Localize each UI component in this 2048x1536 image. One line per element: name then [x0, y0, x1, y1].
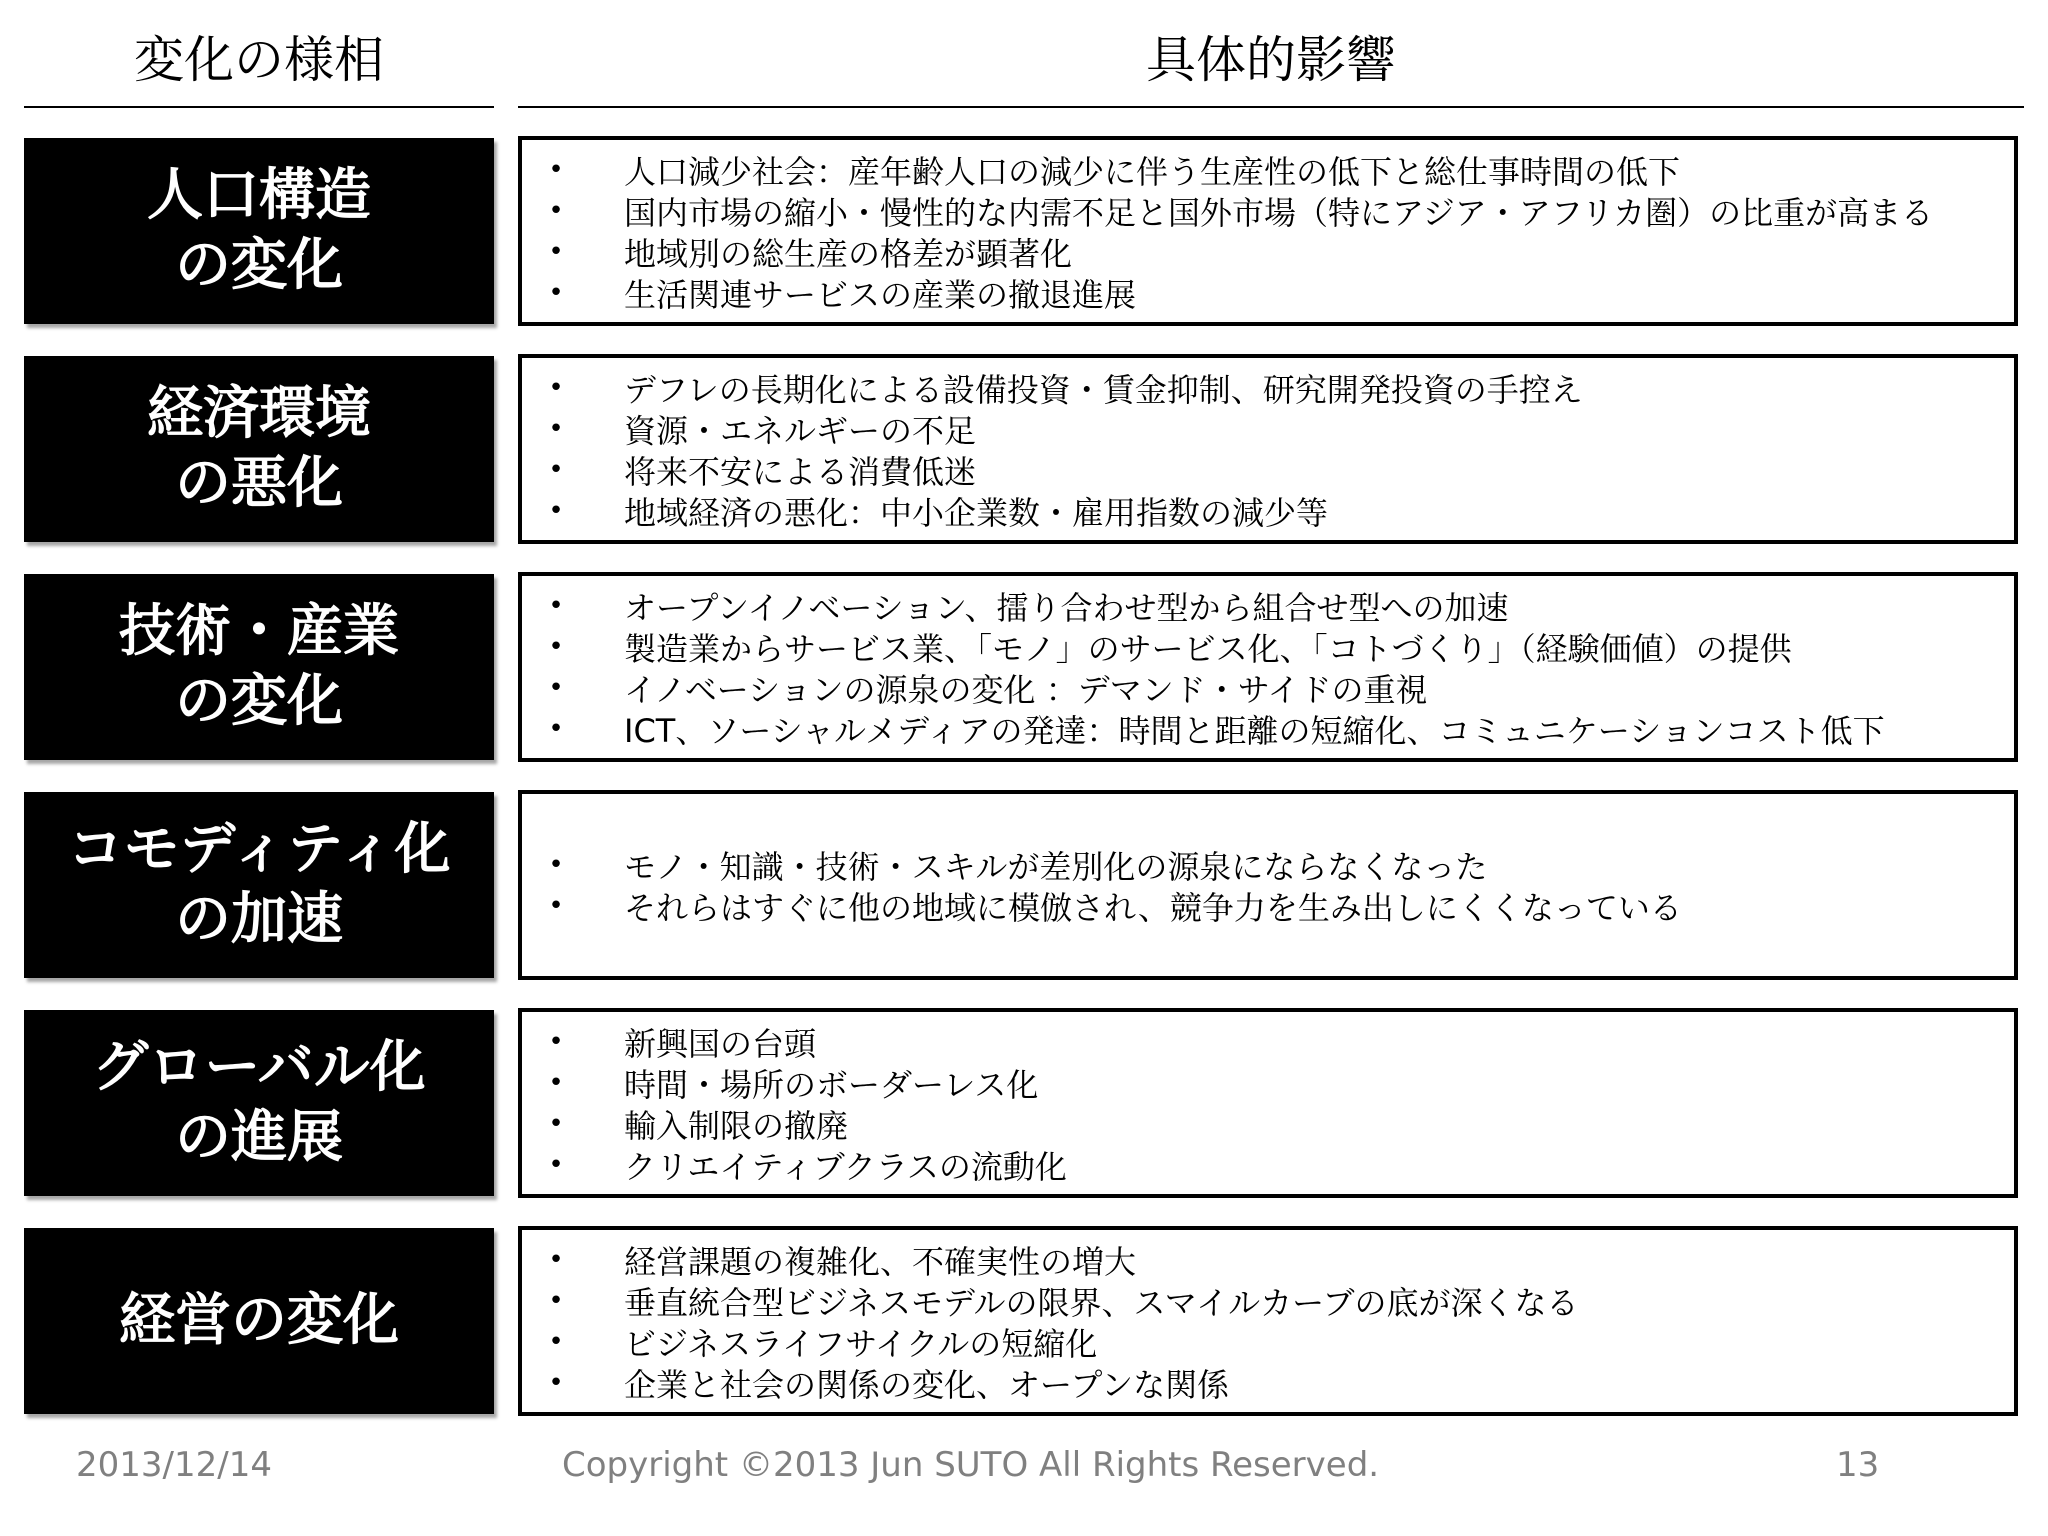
impact-bullet-item — [522, 708, 2014, 749]
category-label-line: の変化 — [175, 669, 343, 734]
header-divider-left — [24, 106, 494, 108]
bullet-icon: • — [548, 713, 564, 744]
impact-bullet-item — [522, 1362, 2014, 1403]
impact-text: 資源・エネルギーの不足 — [624, 411, 977, 450]
bullet-icon: • — [548, 277, 564, 308]
impact-text: 垂直統合型ビジネスモデルの限界、スマイルカーブの底が深くなる — [624, 1283, 1579, 1322]
bullet-icon: • — [548, 154, 564, 185]
impact-list-box — [518, 1226, 2018, 1416]
impact-bullet-item — [522, 585, 2014, 626]
bullet-icon: • — [548, 195, 564, 226]
category-label-line: の悪化 — [175, 451, 343, 516]
change-category-label — [24, 356, 494, 542]
bullet-icon: • — [548, 413, 564, 444]
impact-bullet-item — [522, 1239, 2014, 1280]
category-label-line: 技術・産業 — [119, 599, 399, 664]
bullet-icon: • — [548, 495, 564, 526]
impact-text: 人口減少社会：産年齢人口の減少に伴う生産性の低下と総仕事時間の低下 — [624, 152, 1681, 191]
bullet-icon: • — [548, 890, 564, 921]
impact-text: 地域経済の悪化：中小企業数・雇用指数の減少等 — [624, 493, 1329, 532]
category-label-line: の加速 — [175, 887, 343, 952]
impact-text: 企業と社会の関係の変化、オープンな関係 — [624, 1365, 1230, 1404]
impact-list-box — [518, 572, 2018, 762]
impact-bullet-item — [522, 449, 2014, 490]
impact-text: ビジネスライフサイクルの短縮化 — [624, 1324, 1098, 1363]
change-category-label — [24, 138, 494, 324]
bullet-icon: • — [548, 1285, 564, 1316]
impact-text: 地域別の総生産の格差が顕著化 — [624, 234, 1073, 273]
impact-bullet-item — [522, 490, 2014, 531]
bullet-icon: • — [548, 236, 564, 267]
impact-bullet-item — [522, 1280, 2014, 1321]
category-label-line: 人口構造 — [147, 163, 371, 228]
category-label-line: 経済環境 — [147, 381, 371, 446]
impact-text: オープンイノベーション、擂り合わせ型から組合せ型への加速 — [624, 588, 1509, 627]
bullet-icon: • — [548, 1367, 564, 1398]
bullet-icon: • — [548, 1067, 564, 1098]
impact-bullet-item — [522, 367, 2014, 408]
bullet-icon: • — [548, 1149, 564, 1180]
bullet-icon: • — [548, 1108, 564, 1139]
impact-list-box — [518, 136, 2018, 326]
bullet-icon: • — [548, 590, 564, 621]
bullet-icon: • — [548, 372, 564, 403]
impact-list-box — [518, 790, 2018, 980]
impact-text: 経営課題の複雑化、不確実性の増大 — [624, 1242, 1137, 1281]
impact-bullet-item — [522, 272, 2014, 313]
impact-bullet-item — [522, 885, 2014, 926]
bullet-icon: • — [548, 672, 564, 703]
bullet-icon: • — [548, 454, 564, 485]
bullet-icon: • — [548, 1326, 564, 1357]
impact-bullet-item — [522, 1062, 2014, 1103]
page-number: 13 — [1836, 1445, 1880, 1485]
impact-bullet-item — [522, 1103, 2014, 1144]
impact-text: ICT、ソーシャルメディアの発達：時間と距離の短縮化、コミュニケーションコスト低下 — [624, 711, 1885, 750]
column-header-changes: 変化の様相 — [134, 31, 384, 89]
impact-bullet-item — [522, 149, 2014, 190]
bullet-icon: • — [548, 631, 564, 662]
footer-date: 2013/12/14 — [76, 1445, 272, 1485]
impact-text: 国内市場の縮小・慢性的な内需不足と国外市場（特にアジア・アフリカ圏）の比重が高まる — [624, 193, 1934, 232]
impact-bullet-item — [522, 626, 2014, 667]
impact-bullet-item — [522, 667, 2014, 708]
impact-list-box — [518, 1008, 2018, 1198]
category-label-line: の進展 — [175, 1105, 343, 1170]
impact-text: 新興国の台頭 — [624, 1024, 817, 1063]
impact-text: 将来不安による消費低迷 — [624, 452, 977, 491]
impact-bullet-item — [522, 190, 2014, 231]
impact-text: 時間・場所のボーダーレス化 — [624, 1065, 1039, 1104]
change-category-label — [24, 1010, 494, 1196]
category-label-line: コモディティ化 — [67, 817, 451, 882]
category-label-line: 経営の変化 — [119, 1288, 399, 1353]
impact-bullet-item — [522, 1144, 2014, 1185]
impact-list-box — [518, 354, 2018, 544]
change-category-label — [24, 574, 494, 760]
column-header-impacts: 具体的影響 — [1146, 31, 1396, 89]
impact-bullet-item — [522, 231, 2014, 272]
impact-bullet-item — [522, 1021, 2014, 1062]
impact-text: デフレの長期化による設備投資・賃金抑制、研究開発投資の手控え — [624, 370, 1583, 409]
category-label-line: の変化 — [175, 233, 343, 298]
footer-copyright: Copyright ©2013 Jun SUTO All Rights Reserved. — [562, 1445, 1380, 1485]
impact-text: それらはすぐに他の地域に模倣され、競争力を生み出しにくくなっている — [624, 888, 1682, 927]
header-divider-right — [518, 106, 2024, 108]
change-category-label — [24, 792, 494, 978]
category-label-line: グローバル化 — [92, 1035, 426, 1100]
bullet-icon: • — [548, 849, 564, 880]
bullet-icon: • — [548, 1244, 564, 1275]
impact-text: モノ・知識・技術・スキルが差別化の源泉にならなくなった — [624, 847, 1488, 886]
impact-text: クリエイティブクラスの流動化 — [624, 1147, 1067, 1186]
change-category-label — [24, 1228, 494, 1414]
impact-text: 輸入制限の撤廃 — [624, 1106, 849, 1145]
impact-bullet-item — [522, 408, 2014, 449]
impact-bullet-item — [522, 844, 2014, 885]
impact-text: 製造業からサービス業、「モノ」のサービス化、「コトづくり」（経験価値）の提供 — [624, 629, 1792, 668]
bullet-icon: • — [548, 1026, 564, 1057]
impact-text: 生活関連サービスの産業の撤退進展 — [624, 275, 1137, 314]
impact-text: イノベーションの源泉の変化 ：デマンド・サイドの重視 — [624, 670, 1428, 709]
impact-bullet-item — [522, 1321, 2014, 1362]
